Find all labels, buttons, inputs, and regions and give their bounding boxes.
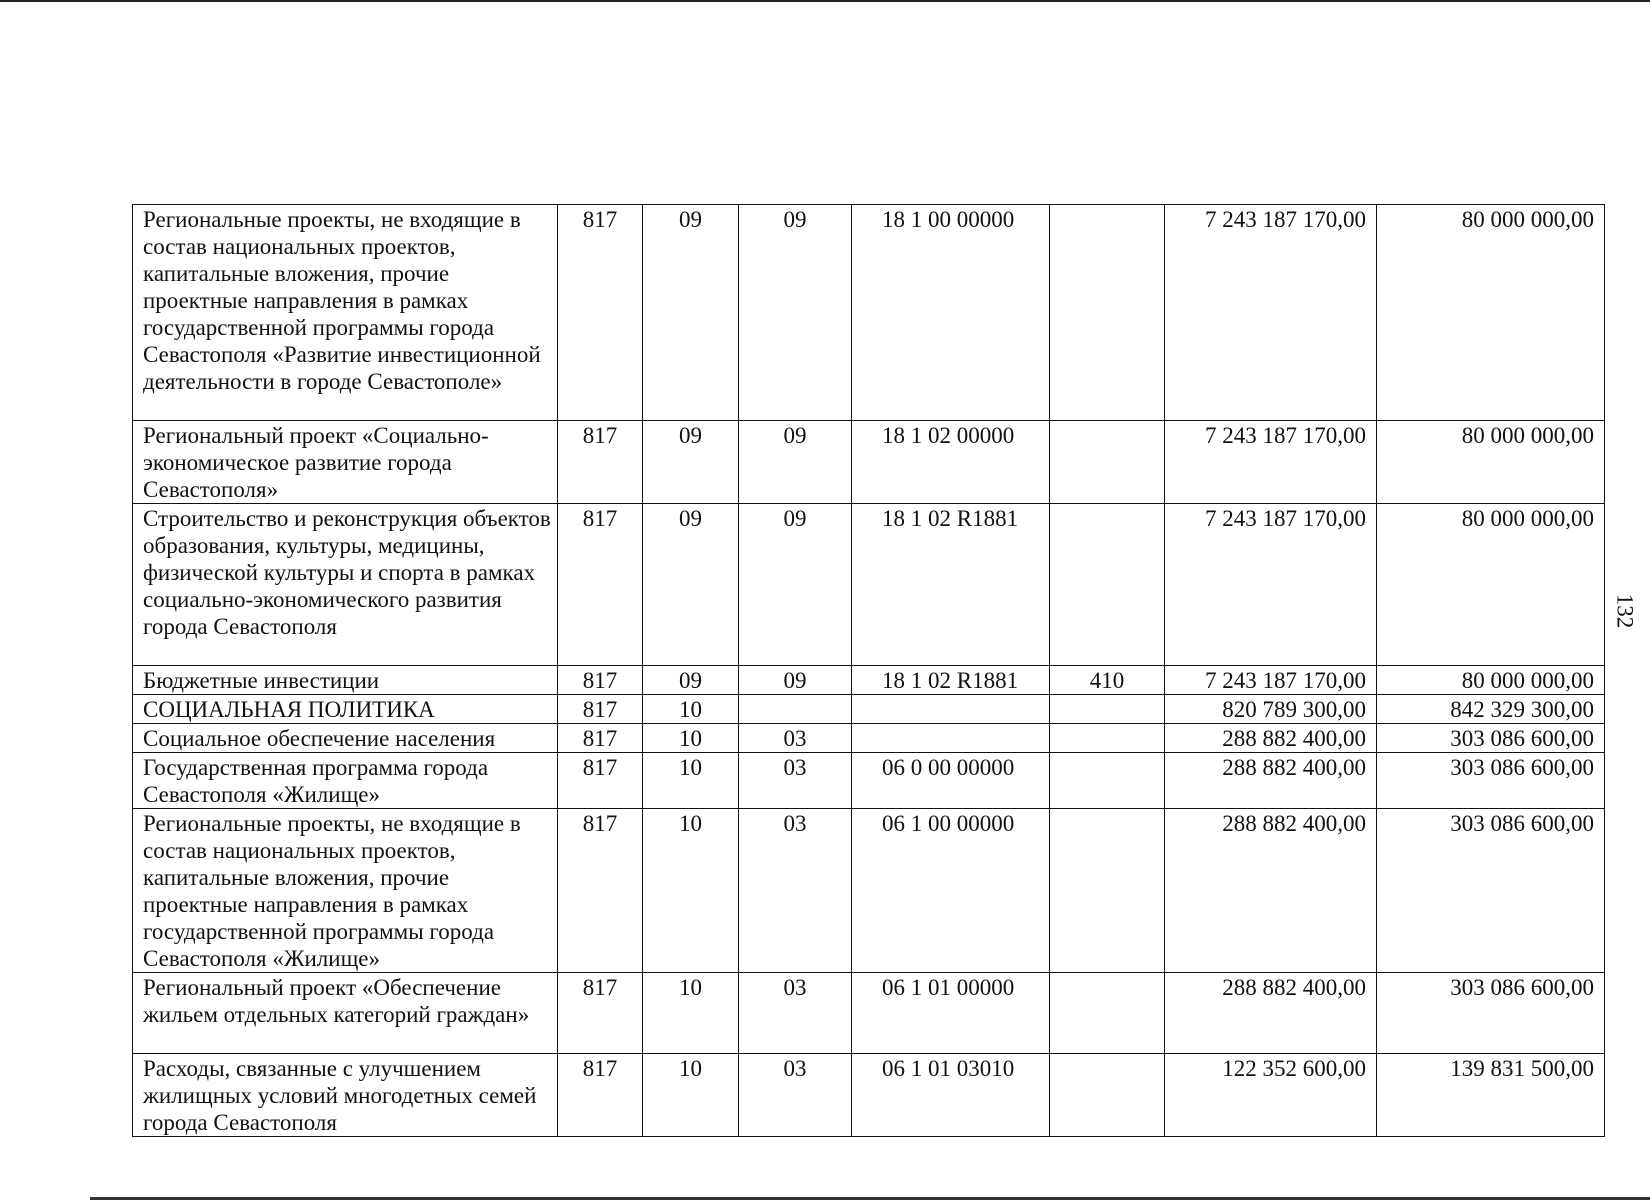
row-ved: 817 <box>558 973 643 1054</box>
row-rz: 10 <box>643 973 739 1054</box>
row-csr: 18 1 02 R1881 <box>852 666 1050 695</box>
row-csr <box>852 695 1050 724</box>
row-sum-1: 820 789 300,00 <box>1165 695 1377 724</box>
row-sum-2: 303 086 600,00 <box>1377 809 1605 973</box>
row-ved: 817 <box>558 421 643 504</box>
table-row <box>133 421 1605 504</box>
table-row <box>133 205 1605 421</box>
table-row <box>133 973 1605 1054</box>
row-csr: 18 1 00 00000 <box>852 205 1050 421</box>
table-row <box>133 724 1605 753</box>
row-rz: 09 <box>643 666 739 695</box>
row-vr <box>1050 205 1165 421</box>
row-ved: 817 <box>558 809 643 973</box>
row-pr <box>739 695 852 724</box>
table-row <box>133 695 1605 724</box>
row-sum-1: 7 243 187 170,00 <box>1165 421 1377 504</box>
row-vr <box>1050 753 1165 809</box>
row-sum-1: 288 882 400,00 <box>1165 973 1377 1054</box>
row-sum-2: 139 831 500,00 <box>1377 1054 1605 1137</box>
scan-top-edge <box>0 0 1650 2</box>
row-pr: 09 <box>739 504 852 666</box>
row-name: Региональные проекты, не входящие в состав национальных проектов, капитальные вложения, прочие проектные направления в рамках государственной программы города Севастополя «Жилище» <box>133 809 558 973</box>
row-csr: 18 1 02 R1881 <box>852 504 1050 666</box>
row-ved: 817 <box>558 724 643 753</box>
row-name: Социальное обеспечение населения <box>133 724 558 753</box>
row-vr <box>1050 504 1165 666</box>
row-pr: 03 <box>739 1054 852 1137</box>
table-row <box>133 666 1605 695</box>
table-body <box>133 205 1605 1137</box>
row-ved: 817 <box>558 205 643 421</box>
row-rz: 10 <box>643 1054 739 1137</box>
row-ved: 817 <box>558 695 643 724</box>
row-csr: 06 1 01 00000 <box>852 973 1050 1054</box>
row-pr: 03 <box>739 753 852 809</box>
row-vr <box>1050 973 1165 1054</box>
row-vr <box>1050 1054 1165 1137</box>
row-csr: 06 1 01 03010 <box>852 1054 1050 1137</box>
row-pr: 03 <box>739 724 852 753</box>
row-name: Региональный проект «Социально-экономическое развитие города Севастополя» <box>133 421 558 504</box>
row-vr <box>1050 809 1165 973</box>
budget-table <box>132 204 1605 1137</box>
row-name: Региональные проекты, не входящие в состав национальных проектов, капитальные вложения, прочие проектные направления в рамках государственной программы города Севастополя «Развитие инвестиционной деятельности в городе Севастополе» <box>133 205 558 421</box>
row-rz: 09 <box>643 421 739 504</box>
row-vr <box>1050 421 1165 504</box>
row-csr <box>852 724 1050 753</box>
row-ved: 817 <box>558 1054 643 1137</box>
row-ved: 817 <box>558 753 643 809</box>
table-row <box>133 809 1605 973</box>
table-row <box>133 753 1605 809</box>
row-sum-2: 80 000 000,00 <box>1377 666 1605 695</box>
row-csr: 06 1 00 00000 <box>852 809 1050 973</box>
row-sum-1: 7 243 187 170,00 <box>1165 666 1377 695</box>
row-sum-1: 7 243 187 170,00 <box>1165 205 1377 421</box>
row-csr: 18 1 02 00000 <box>852 421 1050 504</box>
row-sum-1: 288 882 400,00 <box>1165 724 1377 753</box>
row-sum-1: 288 882 400,00 <box>1165 809 1377 973</box>
row-name: Региональный проект «Обеспечение жильем отдельных категорий граждан» <box>133 973 558 1054</box>
row-vr: 410 <box>1050 666 1165 695</box>
row-rz: 10 <box>643 753 739 809</box>
row-pr: 09 <box>739 421 852 504</box>
row-pr: 09 <box>739 666 852 695</box>
row-sum-2: 303 086 600,00 <box>1377 753 1605 809</box>
row-vr <box>1050 695 1165 724</box>
row-name: Государственная программа города Севастополя «Жилище» <box>133 753 558 809</box>
row-sum-2: 80 000 000,00 <box>1377 421 1605 504</box>
row-name: СОЦИАЛЬНАЯ ПОЛИТИКА <box>133 695 558 724</box>
page-number: 132 <box>1612 593 1638 629</box>
row-sum-2: 303 086 600,00 <box>1377 973 1605 1054</box>
row-ved: 817 <box>558 504 643 666</box>
row-csr: 06 0 00 00000 <box>852 753 1050 809</box>
row-pr: 03 <box>739 973 852 1054</box>
table-row <box>133 504 1605 666</box>
row-name: Расходы, связанные с улучшением жилищных условий многодетных семей города Севастополя <box>133 1054 558 1137</box>
table-row <box>133 1054 1605 1137</box>
row-sum-1: 7 243 187 170,00 <box>1165 504 1377 666</box>
row-sum-2: 80 000 000,00 <box>1377 205 1605 421</box>
row-sum-2: 842 329 300,00 <box>1377 695 1605 724</box>
row-rz: 09 <box>643 205 739 421</box>
row-pr: 09 <box>739 205 852 421</box>
row-pr: 03 <box>739 809 852 973</box>
row-sum-1: 288 882 400,00 <box>1165 753 1377 809</box>
row-rz: 10 <box>643 724 739 753</box>
row-name: Бюджетные инвестиции <box>133 666 558 695</box>
row-ved: 817 <box>558 666 643 695</box>
row-rz: 10 <box>643 809 739 973</box>
row-sum-2: 303 086 600,00 <box>1377 724 1605 753</box>
row-sum-1: 122 352 600,00 <box>1165 1054 1377 1137</box>
row-rz: 09 <box>643 504 739 666</box>
row-name: Строительство и реконструкция объектов образования, культуры, медицины, физической культуры и спорта в рамках социально-экономического развития города Севастополя <box>133 504 558 666</box>
row-sum-2: 80 000 000,00 <box>1377 504 1605 666</box>
row-vr <box>1050 724 1165 753</box>
row-rz: 10 <box>643 695 739 724</box>
